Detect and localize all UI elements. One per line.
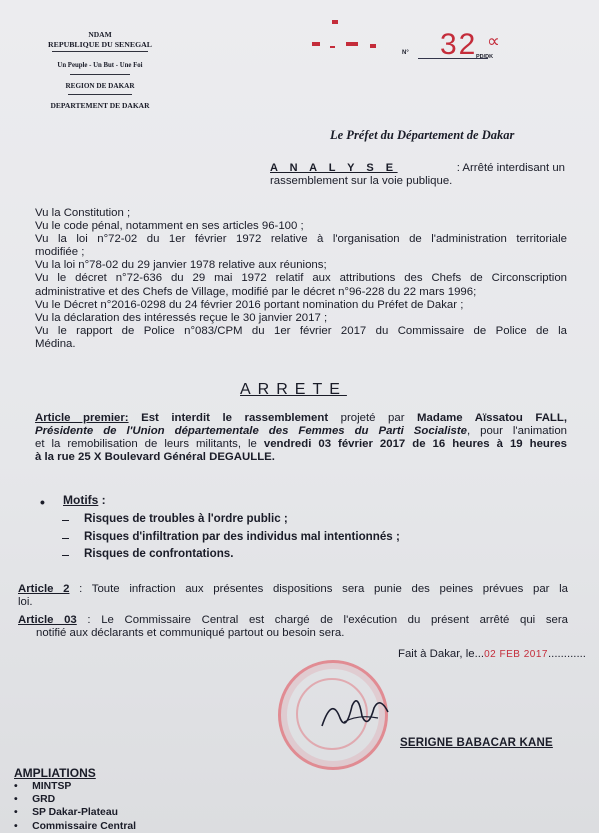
article1-text: Est interdit le rassemblement	[128, 412, 341, 424]
bullet-icon: •	[14, 781, 33, 792]
fait-date-stamp: 02 FEB 2017	[484, 649, 548, 660]
bullet-icon: •	[14, 807, 33, 819]
visa-line: Vu la Constitution ;	[35, 207, 131, 219]
visa-line: Vu la déclaration des intéressés reçue le 30 janvier 2017 ;	[35, 311, 328, 324]
dash-icon	[62, 520, 69, 521]
ampliations-title: AMPLIATIONS	[14, 766, 96, 780]
header-departement: DEPARTEMENT DE DAKAR	[50, 101, 150, 110]
header-motto: Un Peuple - Un But - Une Foi	[57, 62, 143, 69]
motifs-title: Motifs	[63, 493, 99, 507]
article-premier	[35, 412, 567, 464]
red-mark	[332, 20, 338, 24]
article1-org: Présidente de l'Union départementale des Femmes du Parti Socialiste	[35, 425, 467, 438]
article1-text: et la remobilisation de leurs militants, le	[35, 438, 264, 451]
bullet-icon: •	[14, 820, 33, 832]
reference-suffix: PD/DK	[476, 54, 494, 60]
visa-line: Vu le code pénal, notamment en ses articles 96-100 ;	[35, 220, 304, 233]
article1-name: Madame Aïssatou FALL,	[417, 412, 567, 424]
motifs-colon: :	[98, 493, 106, 507]
analyse-block	[270, 162, 565, 188]
analyse-label: A N A L Y S E	[270, 162, 398, 174]
reference-no-label: N°	[402, 50, 409, 56]
article1-datetime: vendredi 03 février 2017 de 16 heures à 19 heures	[263, 438, 567, 451]
dash-icon	[62, 555, 69, 556]
motif-item: Risques d'infiltration par des individus mal intentionnés ;	[84, 530, 400, 543]
fait-label: Fait à Dakar, le...	[398, 648, 485, 660]
article1-text: projeté par	[340, 412, 418, 424]
motif-item: Risques de confrontations.	[84, 547, 234, 560]
ampliation-item: Commissaire Central	[32, 820, 137, 832]
analyse-text-2: rassemblement sur la voie publique.	[270, 175, 453, 188]
header-republique: REPUBLIQUE DU SENEGAL	[48, 40, 152, 49]
dash-icon	[62, 538, 69, 539]
visa-line: administrative et des Chefs de Village, modifié par le décret n°96-228 du 22 mars 1996;	[35, 285, 477, 298]
article-2	[18, 583, 568, 609]
header-ndam: NDAM	[88, 30, 112, 39]
article1-location: à la rue 25 X Boulevard Général DEGAULLE.	[35, 451, 275, 464]
article3-text: notifié aux déclarants et communiqué partout ou besoin sera.	[36, 627, 345, 640]
article2-label: Article 2	[18, 583, 70, 595]
bullet-icon: •	[14, 794, 33, 806]
reference-number: 32	[440, 28, 478, 61]
motif-item: Risques de troubles à l'ordre public ;	[84, 512, 288, 525]
visa-line: Vu le Décret n°2016-0298 du 24 février 2016 portant nomination du Préfet de Dakar ;	[35, 298, 464, 311]
fait-dots: ............	[547, 648, 586, 660]
reference-check-icon: ∝	[487, 31, 500, 51]
analyse-text-1: : Arrêté interdisant un	[456, 162, 565, 174]
ampliation-item: GRD	[32, 794, 56, 806]
article3-label: Article 03	[18, 614, 77, 626]
header-divider-3	[68, 94, 132, 95]
signature-scribble	[318, 688, 398, 736]
article3-text: : Le Commissaire Central est chargé de l'exécution du présent arrêté qui sera	[76, 614, 568, 626]
ampliation-item: SP Dakar-Plateau	[32, 807, 118, 819]
arrete-title: ARRETE	[240, 381, 347, 398]
article1-text: , pour l'animation	[466, 425, 567, 438]
visa-line: Vu le décret n°72-636 du 29 mai 1972 relatif aux attributions des Chefs de Circonscription	[35, 272, 567, 285]
article2-text: loi.	[18, 596, 33, 609]
visa-line: Vu la loi n°72-02 du 1er février 1972 relative à l'organisation de l'administration territoriale	[35, 233, 567, 246]
visa-line: Vu la loi n°78-02 du 29 janvier 1978 relative aux réunions;	[35, 259, 327, 272]
article2-text: : Toute infraction aux présentes dispositions sera punie des peines prévues par la	[69, 583, 568, 595]
header-divider-1	[52, 51, 148, 52]
ampliations-list	[14, 780, 136, 833]
ampliation-item: MINTSP	[32, 781, 72, 792]
authority-title: Le Préfet du Département de Dakar	[330, 128, 515, 142]
motifs-heading	[63, 493, 106, 507]
red-stamp-marks	[312, 40, 382, 48]
visas-block	[35, 207, 567, 351]
article1-label: Article premier:	[35, 412, 129, 424]
visa-line: modifiée ;	[35, 246, 85, 259]
visa-line: Vu le rapport de Police n°083/CPM du 1er février 2017 du Commissaire de Police de la	[35, 324, 567, 337]
fait-line	[398, 648, 586, 660]
signatory-name: SERIGNE BABACAR KANE	[400, 737, 553, 749]
header-region: REGION DE DAKAR	[65, 82, 135, 90]
visa-line: Médina.	[35, 337, 76, 350]
article-3	[18, 614, 568, 640]
motifs-bullet-icon: •	[40, 494, 45, 510]
header-divider-2	[70, 74, 130, 75]
